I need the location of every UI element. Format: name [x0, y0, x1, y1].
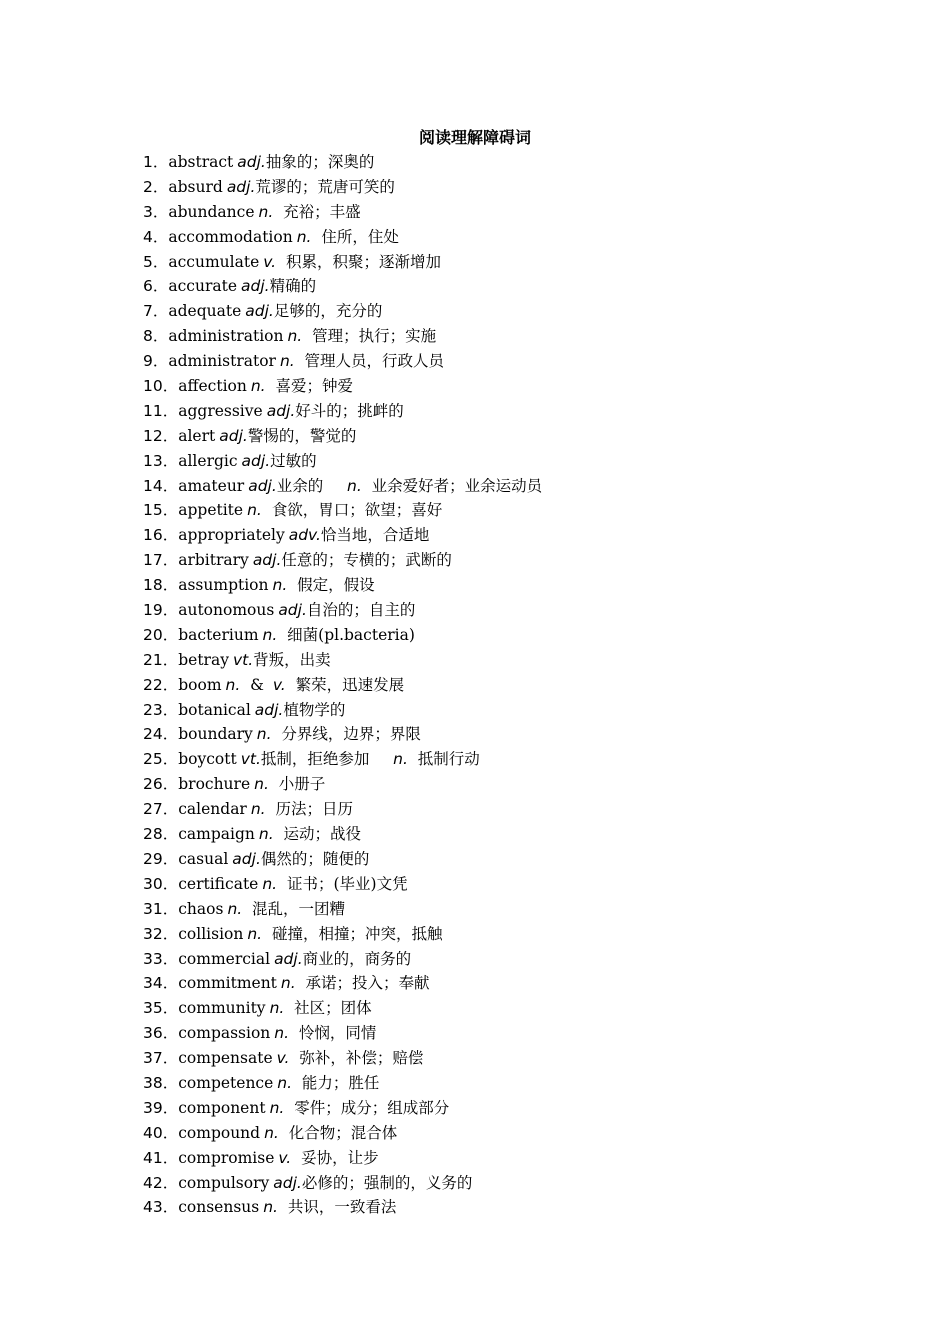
entry-number: 22．: [143, 675, 179, 694]
entry-word: boycott: [178, 750, 237, 769]
part-of-speech: n.: [264, 1123, 279, 1142]
entry-definition: 承诺；投入；奉献: [295, 974, 430, 993]
entry-definition: 怜悯，同情: [289, 1024, 377, 1043]
part-of-speech: n.: [262, 625, 278, 644]
entry-definition: 植物学的: [283, 700, 346, 719]
entry-word: betray: [178, 650, 229, 669]
entry-number: 27．: [143, 800, 179, 819]
entry-number: 1．: [143, 153, 169, 171]
entry-number: 21．: [143, 650, 179, 669]
part-of-speech: v.: [272, 675, 286, 694]
entry-word: calendar: [178, 800, 247, 819]
part-of-speech: n.: [269, 999, 285, 1018]
part-of-speech: adj.: [273, 1173, 302, 1192]
vocab-entry: [143, 1171, 542, 1196]
entry-number: 40．: [143, 1123, 179, 1142]
entry-number: 2．: [143, 177, 169, 196]
vocab-entry: [143, 922, 542, 947]
entry-number: 9．: [143, 352, 169, 371]
entry-number: 28．: [143, 825, 179, 844]
entry-number: 31．: [143, 899, 179, 918]
document-title: 阅读理解障碍词: [418, 128, 531, 147]
entry-number: 11．: [143, 401, 179, 420]
entry-definition: 背叛，出卖: [253, 650, 331, 669]
entry-word: administrator: [168, 352, 276, 371]
entry-definition: 小册子: [268, 775, 326, 794]
entry-definition: 管理人员，行政人员: [294, 352, 445, 371]
vocab-entry: [143, 698, 542, 723]
entry-definition: 共识，一致看法: [278, 1198, 397, 1217]
vocab-entry: [143, 250, 542, 275]
part-of-speech: adj.: [278, 601, 307, 620]
entry-definition: 积累，积聚；逐渐增加: [276, 252, 441, 271]
entry-definition: 必修的；强制的，义务的: [301, 1173, 473, 1192]
entry-number: 39．: [143, 1098, 179, 1117]
entry-number: 36．: [143, 1024, 179, 1043]
vocab-entry: [143, 1096, 542, 1121]
vocab-entry: [143, 1071, 542, 1096]
part-of-speech: vt.: [232, 650, 254, 669]
vocab-entry: [143, 1146, 542, 1171]
vocab-entry: [143, 274, 542, 299]
entry-definition: 证书；(毕业)文凭: [277, 874, 408, 893]
part-of-speech: vt.: [240, 750, 261, 769]
entry-definition: 分界线，边界；界限: [271, 725, 421, 744]
vocab-entry: [143, 996, 542, 1021]
entry-word: adequate: [168, 302, 242, 321]
vocab-entry: [143, 474, 542, 499]
entry-definition: 运动；战役: [273, 825, 362, 844]
entry-definition: 弥补，补偿；赔偿: [289, 1049, 424, 1068]
entry-word: compound: [178, 1123, 261, 1142]
entry-number: 3．: [143, 202, 169, 221]
entry-number: 25．: [143, 750, 179, 769]
vocab-entry: [143, 947, 542, 972]
vocab-entry: [143, 299, 542, 324]
entry-definition: 假定，假设: [287, 576, 375, 595]
entry-number: 4．: [143, 227, 169, 246]
entry-word: botanical: [178, 700, 251, 719]
vocab-entry: [143, 772, 542, 797]
vocabulary-list: [143, 150, 542, 1220]
entry-definition: 任意的；专横的；武断的: [281, 551, 452, 570]
part-of-speech: n.: [247, 924, 263, 943]
entry-word: accumulate: [168, 252, 260, 271]
part-of-speech: n.: [227, 899, 243, 918]
entry-number: 37．: [143, 1049, 179, 1068]
entry-word: consensus: [178, 1198, 260, 1217]
vocab-entry: [143, 225, 542, 250]
entry-definition: 社区；团体: [284, 999, 372, 1018]
part-of-speech: n.: [250, 377, 266, 396]
entry-number: 34．: [143, 974, 179, 993]
vocab-entry: [143, 200, 542, 225]
entry-word: allergic: [178, 451, 238, 470]
entry-word: alert: [178, 426, 216, 445]
entry-word: amateur: [178, 476, 245, 495]
vocab-entry: [143, 722, 542, 747]
vocab-entry: [143, 648, 542, 673]
vocab-entry: [143, 573, 542, 598]
part-of-speech: v.: [278, 1148, 292, 1167]
entry-number: 7．: [143, 302, 169, 321]
entry-definition: 警惕的，警觉的: [247, 426, 357, 445]
vocab-entry: [143, 598, 542, 623]
part-of-speech: n.: [287, 327, 303, 346]
entry-word: compulsory: [178, 1173, 270, 1192]
vocab-entry: [143, 175, 542, 200]
part-of-speech: adj.: [219, 426, 248, 445]
vocab-entry: [143, 424, 542, 449]
entry-word: abstract: [168, 153, 234, 171]
entry-definition: 繁荣，迅速发展: [285, 675, 405, 694]
entry-definition: 业余爱好者；业余运动员: [361, 476, 543, 495]
entry-definition: 抽象的；深奥的: [265, 153, 375, 171]
vocab-entry: [143, 797, 542, 822]
entry-word: compensate: [178, 1049, 273, 1068]
entry-word: casual: [178, 849, 229, 868]
entry-definition: &: [240, 675, 269, 694]
part-of-speech: adj.: [245, 302, 274, 321]
entry-definition: 碰撞，相撞；冲突，抵触: [262, 924, 443, 943]
part-of-speech: n.: [262, 874, 278, 893]
part-of-speech: n.: [279, 352, 295, 371]
vocab-entry: [143, 872, 542, 897]
vocab-entry: [143, 897, 542, 922]
entry-definition: 抵制行动: [407, 750, 480, 769]
entry-word: accommodation: [168, 227, 293, 246]
entry-definition: 妥协，让步: [291, 1148, 379, 1167]
part-of-speech: adv.: [288, 526, 321, 545]
entry-word: affection: [178, 377, 247, 396]
entry-number: 10．: [143, 377, 179, 396]
vocab-entry: [143, 673, 542, 698]
entry-number: 16．: [143, 526, 179, 545]
entry-definition: 过敏的: [270, 451, 317, 470]
entry-number: 5．: [143, 252, 169, 271]
entry-word: arbitrary: [178, 551, 249, 570]
entry-number: 38．: [143, 1073, 179, 1092]
vocab-entry: [143, 523, 542, 548]
entry-number: 13．: [143, 451, 179, 470]
part-of-speech: adj.: [232, 849, 261, 868]
entry-number: 15．: [143, 501, 179, 520]
entry-word: competence: [178, 1073, 274, 1092]
entry-number: 41．: [143, 1148, 179, 1167]
entry-word: bacterium: [178, 625, 259, 644]
entry-word: administration: [168, 327, 284, 346]
entry-word: appropriately: [178, 526, 285, 545]
vocab-entry: [143, 399, 542, 424]
part-of-speech: v.: [276, 1049, 290, 1068]
entry-number: 14．: [143, 476, 179, 495]
part-of-speech: n.: [274, 1024, 290, 1043]
entry-definition: 历法；日历: [265, 800, 353, 819]
entry-word: component: [178, 1098, 266, 1117]
entry-word: boom: [178, 675, 222, 694]
part-of-speech: adj.: [266, 401, 296, 420]
entry-number: 26．: [143, 775, 179, 794]
part-of-speech: n.: [296, 227, 312, 246]
entry-definition: 混乱，一团糟: [242, 899, 346, 918]
part-of-speech: adj.: [226, 177, 256, 196]
part-of-speech: n.: [254, 775, 269, 794]
vocab-entry: [143, 374, 542, 399]
part-of-speech: n.: [225, 675, 241, 694]
entry-word: abundance: [168, 202, 255, 221]
entry-number: 8．: [143, 327, 169, 346]
part-of-speech: n.: [256, 725, 272, 744]
vocab-entry: [143, 324, 542, 349]
part-of-speech: n.: [277, 1073, 293, 1092]
entry-definition: 住所，住处: [311, 227, 399, 246]
entry-number: 42．: [143, 1173, 179, 1192]
vocab-entry: [143, 449, 542, 474]
entry-number: 30．: [143, 874, 179, 893]
part-of-speech: n.: [258, 825, 274, 844]
part-of-speech: adj.: [254, 700, 284, 719]
entry-definition: 细菌(pl.bacteria): [277, 625, 415, 644]
entry-number: 17．: [143, 551, 179, 570]
entry-definition: 业余的: [276, 476, 344, 495]
part-of-speech: n.: [258, 202, 274, 221]
entry-number: 12．: [143, 426, 179, 445]
part-of-speech: n.: [269, 1098, 285, 1117]
entry-number: 23．: [143, 700, 179, 719]
entry-word: autonomous: [178, 601, 275, 620]
vocab-entry: [143, 971, 542, 996]
vocab-entry: [143, 1046, 542, 1071]
entry-definition: 恰当地，合适地: [320, 526, 430, 545]
entry-definition: 充裕；丰盛: [273, 202, 361, 221]
entry-definition: 好斗的；挑衅的: [295, 401, 404, 420]
entry-number: 6．: [143, 277, 169, 296]
entry-number: 19．: [143, 601, 179, 620]
entry-definition: 抵制，拒绝参加: [260, 750, 390, 769]
part-of-speech: adj.: [241, 451, 271, 470]
entry-word: chaos: [178, 899, 224, 918]
part-of-speech: adj.: [241, 277, 270, 296]
entry-definition: 商业的，商务的: [302, 949, 412, 968]
entry-number: 33．: [143, 949, 179, 968]
entry-number: 24．: [143, 725, 179, 744]
part-of-speech: adj.: [252, 551, 282, 570]
entry-number: 43．: [143, 1198, 179, 1217]
entry-word: commercial: [178, 949, 271, 968]
part-of-speech: n.: [263, 1198, 278, 1217]
entry-definition: 偶然的；随便的: [260, 849, 370, 868]
entry-number: 18．: [143, 576, 179, 595]
entry-word: boundary: [178, 725, 253, 744]
entry-word: commitment: [178, 974, 277, 993]
entry-word: community: [178, 999, 266, 1018]
entry-number: 35．: [143, 999, 179, 1018]
entry-number: 32．: [143, 924, 179, 943]
part-of-speech: n.: [250, 800, 266, 819]
part-of-speech: n.: [247, 501, 262, 520]
entry-word: compassion: [178, 1024, 271, 1043]
entry-word: collision: [178, 924, 244, 943]
entry-word: aggressive: [178, 401, 263, 420]
vocab-entry: [143, 349, 542, 374]
entry-word: assumption: [178, 576, 269, 595]
part-of-speech: adj.: [274, 949, 303, 968]
vocab-entry: [143, 548, 542, 573]
vocab-entry: [143, 1195, 542, 1220]
part-of-speech: n.: [393, 750, 408, 769]
entry-definition: 足够的，充分的: [273, 302, 383, 321]
entry-number: 20．: [143, 625, 179, 644]
entry-definition: 自治的；自主的: [306, 601, 416, 620]
entry-word: campaign: [178, 825, 255, 844]
vocab-entry: [143, 847, 542, 872]
part-of-speech: adj.: [237, 153, 266, 171]
entry-number: 29．: [143, 849, 179, 868]
entry-word: brochure: [178, 775, 251, 794]
entry-word: accurate: [168, 277, 238, 296]
part-of-speech: v.: [263, 252, 277, 271]
entry-definition: 能力；胜任: [292, 1073, 380, 1092]
part-of-speech: n.: [347, 476, 362, 495]
part-of-speech: n.: [272, 576, 288, 595]
vocab-entry: [143, 1121, 542, 1146]
entry-definition: 喜爱；钟爱: [265, 377, 353, 396]
part-of-speech: adj.: [248, 476, 277, 495]
vocab-entry: [143, 150, 542, 175]
entry-definition: 荒谬的；荒唐可笑的: [255, 177, 395, 196]
vocab-entry: [143, 623, 542, 648]
entry-word: absurd: [168, 177, 223, 196]
vocab-entry: [143, 747, 542, 772]
vocab-entry: [143, 1021, 542, 1046]
entry-definition: 食欲，胃口；欲望；喜好: [261, 501, 443, 520]
entry-word: compromise: [178, 1148, 275, 1167]
entry-definition: 精确的: [269, 277, 317, 296]
entry-definition: 管理；执行；实施: [302, 327, 437, 346]
part-of-speech: n.: [280, 974, 296, 993]
entry-definition: 化合物；混合体: [278, 1123, 398, 1142]
vocab-entry: [143, 822, 542, 847]
entry-word: certificate: [178, 874, 259, 893]
vocab-entry: [143, 498, 542, 523]
entry-definition: 零件；成分；组成部分: [284, 1098, 450, 1117]
entry-word: appetite: [178, 501, 244, 520]
